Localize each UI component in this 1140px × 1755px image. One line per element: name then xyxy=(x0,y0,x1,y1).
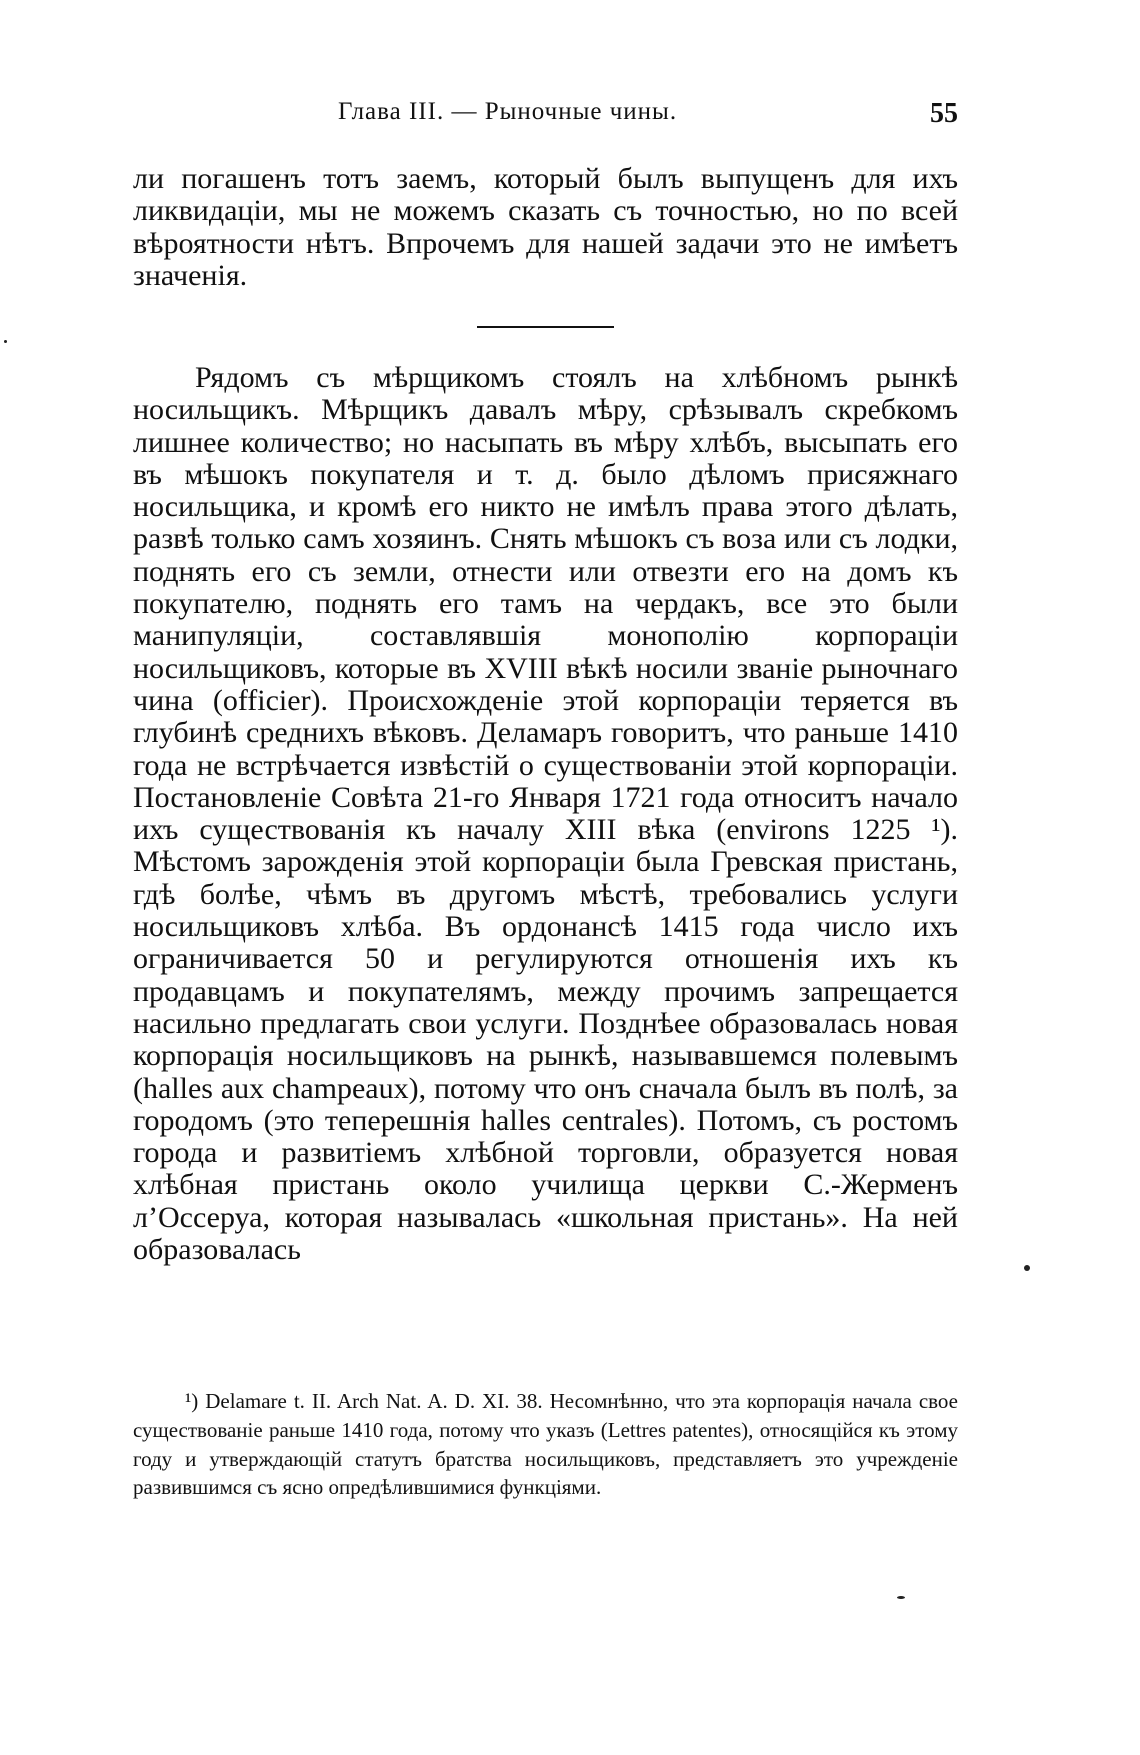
ink-speck-mark xyxy=(897,1596,905,1599)
page-number: 55 xyxy=(930,98,958,129)
ink-speck-mark xyxy=(1024,1265,1030,1271)
footnote: ¹) Delamare t. II. Arch Nat. A. D. XI. 38. Несомнѣнно, что эта корпорація начала свое существованіе раньше 1410 года, потому что указъ (Lettres patentes), относящійся къ этому году и утверждающій статутъ братства носильщиковъ, представляетъ это учрежденіе развившимся съ ясно опредѣлившимися функціями. xyxy=(133,1389,958,1500)
chapter-title: Глава III. — Рыночные чины. xyxy=(338,98,678,125)
paragraph-continuation: ли погашенъ тотъ заемъ, который былъ выпущенъ для ихъ ликвидаціи, мы не можемъ сказать съ точностью, но по всей вѣроятности нѣтъ. Впрочемъ для нашей задачи это не имѣетъ значенія. xyxy=(133,162,958,293)
section-divider xyxy=(477,326,614,328)
paragraph-main: Рядомъ съ мѣрщикомъ стоялъ на хлѣбномъ рынкѣ носильщикъ. Мѣрщикъ давалъ мѣру, срѣзывалъ скребкомъ лишнее количество; но насыпать въ мѣру хлѣбъ, высыпать его въ мѣшокъ покупателя и т. д. было дѣломъ присяжнаго носильщика, и кромѣ его никто не имѣлъ права этого дѣлать, развѣ только самъ хозяинъ. Снять мѣшокъ съ воза или съ лодки, поднять его съ земли, отнести или отвезти его на домъ къ покупателю, поднять его тамъ на чердакъ, все это были манипуляціи, составлявшія монополію корпораціи носильщиковъ, которые въ XVIII вѣкѣ носили званіе рыночнаго чина (officier). Происхожденіе этой корпораціи теряется въ глубинѣ среднихъ вѣковъ. Деламаръ говоритъ, что раньше 1410 года не встрѣчается извѣстій о существованіи этой корпораціи. Постановленіе Совѣта 21-го Января 1721 года относитъ начало ихъ существованія къ началу XIII вѣка (environs 1225 ¹). Мѣстомъ зарожденія этой корпораціи была Гревская пристань, гдѣ болѣе, чѣмъ въ другомъ мѣстѣ, требовались услуги носильщиковъ хлѣба. Въ ордонансѣ 1415 года число ихъ ограничивается 50 и регулируются отношенія ихъ къ продавцамъ и покупателямъ, между прочимъ запрещается насильно предлагать свои услуги. Позднѣее образовалась новая корпорація носильщиковъ на рынкѣ, называвшемся полевымъ (halles aux champeaux), потому что онъ сначала былъ въ полѣ, за городомъ (это теперешнія halles centrales). Потомъ, съ ростомъ города и развитіемъ хлѣбной торговли, образуется новая хлѣбная пристань около училища церкви С.-Жерменъ л’Оссеруа, которая называлась «школьная пристань». На ней образовалась xyxy=(133,361,958,1267)
running-header xyxy=(133,98,958,138)
ink-speck-mark xyxy=(4,340,7,343)
